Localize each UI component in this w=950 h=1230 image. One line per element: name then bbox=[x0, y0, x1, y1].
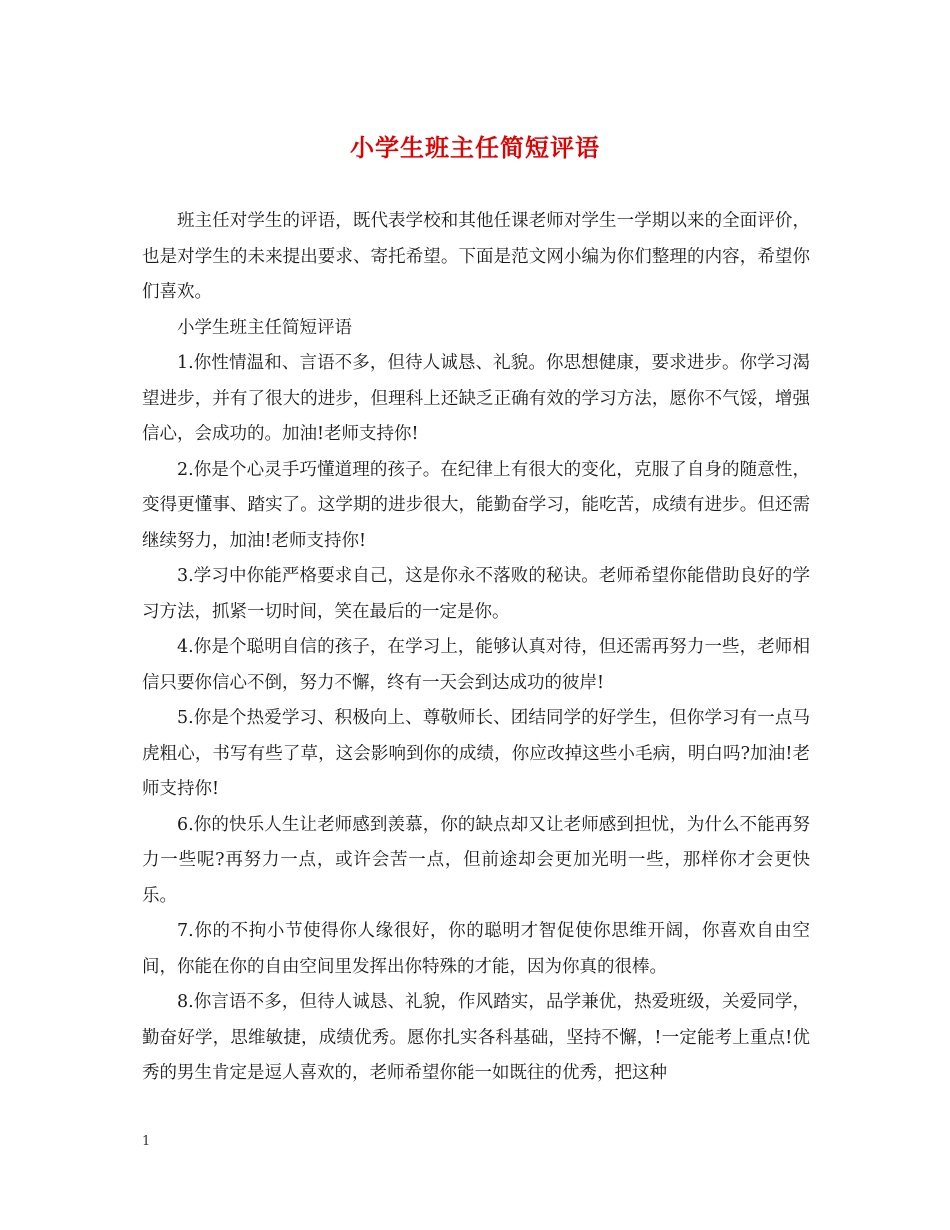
comment-paragraph-4: 4.你是个聪明自信的孩子，在学习上，能够认真对待，但还需再努力一些，老师相信只要你信心不倒，努力不懈，终有一天会到达成功的彼岸! bbox=[142, 637, 810, 693]
section-heading: 小学生班主任简短评语 bbox=[177, 317, 352, 338]
comment-paragraph-6: 6.你的快乐人生让老师感到羡慕，你的缺点却又让老师感到担忧，为什么不能再努力一些呢?再努力一点，或许会苦一点，但前途却会更加光明一些，那样你才会更快乐。 bbox=[142, 814, 810, 906]
document-body bbox=[142, 204, 810, 1092]
comment-paragraph-8: 8.你言语不多，但待人诚恳、礼貌，作风踏实，品学兼优，热爱班级，关爱同学，勤奋好学，思维敏捷，成绩优秀。愿你扎实各科基础，坚持不懈，!一定能考上重点!优秀的男生肯定是逗人喜欢的，老师希望你能一如既往的优秀，把这种 bbox=[142, 992, 810, 1083]
comment-paragraph-5: 5.你是个热爱学习、积极向上、尊敬师长、团结同学的好学生，但你学习有一点马虎粗心，书写有些了草，这会影响到你的成绩，你应改掉这些小毛病，明白吗?加油!老师支持你! bbox=[142, 708, 810, 799]
comment-paragraph-3: 3.学习中你能严格要求自己，这是你永不落败的秘诀。老师希望你能借助良好的学习方法，抓紧一切时间，笑在最后的一定是你。 bbox=[142, 566, 810, 622]
comment-paragraph-2: 2.你是个心灵手巧懂道理的孩子。在纪律上有很大的变化，克服了自身的随意性，变得更懂事、踏实了。这学期的进步很大，能勤奋学习，能吃苦，成绩有进步。但还需继续努力，加油!老师支持你! bbox=[142, 459, 810, 551]
page-number: 1 bbox=[142, 1134, 151, 1149]
comment-paragraph-7: 7.你的不拘小节使得你人缘很好，你的聪明才智促使你思维开阔，你喜欢自由空间，你能在你的自由空间里发挥出你特殊的才能，因为你真的很棒。 bbox=[142, 921, 810, 977]
comment-paragraph-1: 1.你性情温和、言语不多，但待人诚恳、礼貌。你思想健康，要求进步。你学习渴望进步，并有了很大的进步，但理科上还缺乏正确有效的学习方法，愿你不气馁，增强信心，会成功的。加油!老师支持你! bbox=[142, 353, 810, 444]
intro-paragraph: 班主任对学生的评语，既代表学校和其他任课老师对学生一学期以来的全面评价，也是对学生的未来提出要求、寄托希望。下面是范文网小编为你们整理的内容，希望你们喜欢。 bbox=[142, 211, 810, 302]
document-title: 小学生班主任简短评语 bbox=[350, 133, 600, 162]
